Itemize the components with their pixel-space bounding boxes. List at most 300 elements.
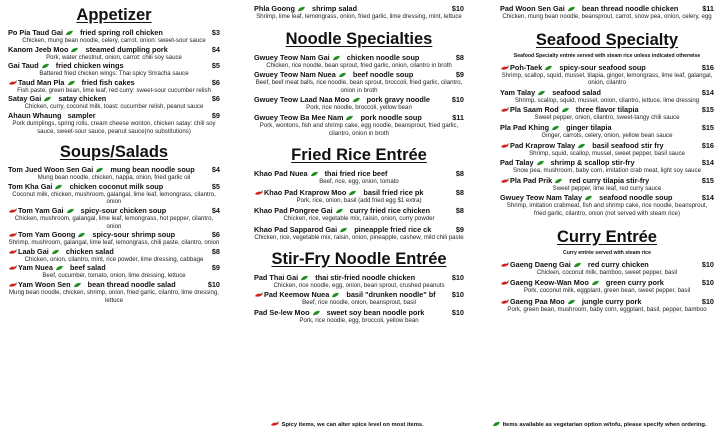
chili-pepper-icon [8,232,17,238]
menu-item-name-group [500,260,699,269]
chili-pepper-icon [8,282,17,288]
menu-item-english: fried chicken wings [55,61,124,71]
chili-pepper-icon [500,107,509,113]
menu-item-name: Gwuey Teow Laad Naa Moo [254,95,350,105]
leaf-icon [536,160,545,166]
menu-item-name: Pla Pad Prik [510,175,553,185]
menu-item-name-group [254,113,449,122]
menu-item-description: Pork, coconut milk, eggplant, green bean, sweet pepper, basil [523,287,691,295]
menu-item-title-row [8,111,220,120]
veg-note: Items available as vegetarian option w/tofu, please specify when ordering. [502,422,707,428]
menu-item-english: spicy-sour seafood soup [559,62,646,72]
menu-item-name-group [254,290,449,299]
menu-item-description: Beef, rice, egg, onion, tomato [319,178,399,186]
menu-item-price: $4 [211,44,220,54]
leaf-icon [310,171,319,177]
menu-item-english: green curry pork [605,278,664,288]
menu-item-title-row [500,176,714,185]
menu-item [254,113,464,137]
menu-item-english: mung bean noodle soup [110,165,195,175]
menu-item-name: Tom Jued Woon Sen Gai [8,165,94,175]
menu-item-english: basil fried rice pk [363,187,424,197]
menu-item-name: Pad Keemow Nuea [264,290,330,300]
menu-item-description: Chicken, mushroom, galangal, lime leaf, lemongrass, hot pepper, cilantro, onion [14,214,214,230]
menu-item [500,141,714,158]
menu-item-description: Sweet pepper, lime leaf, red curry sauce [552,184,662,192]
menu-item-title-row [500,158,714,167]
menu-item-title-row [254,113,464,122]
menu-item [8,247,220,264]
menu-item-name: Khao Pad Kraprow Moo [264,187,347,197]
menu-item-price: $10 [451,290,464,300]
menu-item-english: chicken noodle soup [346,52,420,62]
menu-item-description: Sweet pepper, onion, cilantro, sweet-tangy chili sauce [534,114,680,122]
menu-item-english: pork noodle soup [360,112,422,122]
menu-item-title-row [8,263,220,272]
menu-item-title-row [500,63,714,72]
menu-item-price: $9 [455,70,464,80]
chili-pepper-icon [8,249,17,255]
menu-column-1 [8,0,220,304]
menu-item-price: $15 [701,122,714,132]
menu-item-english: red curry chicken [587,259,649,269]
menu-item-name-group [8,263,209,272]
chili-pepper-icon [500,262,509,268]
menu-item-name: Khao Pad Sapparod Gai [254,224,338,234]
leaf-icon [43,96,52,102]
leaf-icon [339,227,348,233]
menu-item-name: Gaeng Paa Moo [510,296,565,306]
menu-item-name-group [8,61,209,70]
menu-item-title-row [254,169,464,178]
menu-item-description: Pork, rice noodle, egg, broccoli, yellow bean [299,316,419,324]
menu-section [254,250,464,325]
leaf-icon [300,275,309,281]
menu-item-price: $14 [701,87,714,97]
menu-item-title-row [8,280,220,289]
chili-pepper-icon [254,190,263,196]
menu-item-name: Pad Woon Sen Gai [500,4,565,13]
menu-item-description: Beef, cucumber, tomato, onion, lime dressing, lettuce [42,272,186,280]
menu-item-name: Taud Man Pla [18,77,65,87]
menu-item-name: Kanom Jeeb Moo [8,44,69,54]
menu-item-price: $9 [455,224,464,234]
menu-item-price: $3 [211,28,220,37]
menu-item-description: Chicken, coconut milk, bamboo, sweet pepper, basil [536,268,678,276]
menu-item-name: Pla Pad Khing [500,122,550,132]
menu-item-title-row [500,88,714,97]
menu-section [254,30,464,138]
leaf-icon [492,421,501,427]
menu-item-title-row [254,53,464,62]
section-note: Curry entrée served with steam rice [563,249,651,256]
menu-item-price: $8 [455,187,464,197]
chili-pepper-icon [500,299,509,305]
menu-item-name: Pla Saam Rod [510,105,559,115]
menu-item-description: Battered fried chicken wings: Thai spicy Sriracha sauce [39,70,189,78]
menu-item [254,225,464,242]
section-heading: Curry Entrée [557,227,657,246]
menu-item-name-group [254,188,453,197]
menu-item [500,63,714,87]
menu-item-english: fried fish cakes [81,77,135,87]
menu-item [254,53,464,70]
menu-item-name: Gwuey Teow Nam Gai [254,52,330,62]
menu-item-name: Poh-Taek [510,62,543,72]
menu-item [500,278,714,295]
menu-item-name-group [500,123,699,132]
menu-item-name: Gwuey Teow Nam Nuea [254,70,336,80]
menu-item-description: Snow pea, mushroom, baby corn, imitation crab meat, light soy sauce [513,167,701,175]
menu-item-price: $15 [701,105,714,115]
leaf-icon [332,55,341,61]
menu-item-name: Yam Talay [500,87,536,97]
leaf-icon [348,190,357,196]
menu-item [8,280,220,304]
menu-item-english: beef salad [69,263,106,273]
menu-item-name-group [8,45,209,54]
menu-item-name: Gwuey Teow Nam Talay [500,193,583,203]
menu-item-name: Pad Kraprow Talay [510,140,576,150]
menu-item-title-row [500,297,714,306]
menu-section [254,146,464,241]
menu-item-english: spicy-sour shrimp soup [92,230,176,240]
menu-item-title-row [8,206,220,215]
menu-item-price: $10 [451,95,464,105]
menu-section [8,143,220,304]
menu-item-description: Pork, rice, onion, basil (add fried egg $1 extra) [296,196,422,204]
menu-item-description: Shrimp, scallop, squid, mussel, tilapia, ginger, lemongrass, lime leaf, galangal, onion, cilantro [501,71,713,87]
menu-item-name: Po Pia Taud Gai [8,28,64,37]
menu-item-english: seafood salad [552,87,601,97]
menu-item-title-row [254,206,464,215]
menu-item-description: Pork, green bean, mushroom, baby corn, eggplant, basil, pepper, bamboo [507,305,707,313]
menu-item-title-row [8,165,220,174]
menu-item-description: Chicken, curry, coconut milk, toast: cucumber relish, peanut sauce [24,103,204,111]
menu-item [500,123,714,140]
menu-item-english: shrimp & scallop stir-fry [550,158,635,168]
menu-item-name-group [500,88,699,97]
menu-item-name-group [254,308,449,317]
menu-item-description: Shrimp, scallop, squid, mussel, onion, cilantro, lettuce, lime dressing [514,96,700,104]
leaf-icon [573,262,582,268]
leaf-icon [551,125,560,131]
menu-item-english: jungle curry pork [581,296,642,306]
chili-pepper-icon [8,80,17,86]
menu-item-description: Pork, water chestnut, onion, carrot: chili soy sauce [46,53,182,61]
menu-item-name: Tom Yam Goong [18,230,76,240]
menu-item-description: Shrimp, squid, scallop, mussel, sweet pepper, basil sauce [529,149,685,157]
menu-item [254,188,464,205]
menu-item [8,206,220,230]
menu-item [500,105,714,122]
menu-item-price: $14 [701,193,714,203]
menu-item-price: $8 [211,246,220,256]
leaf-icon [41,63,50,69]
menu-item-english: pork gravy noodle [366,95,430,105]
leaf-icon [584,195,593,201]
menu-item-name-group [8,111,209,120]
menu-item-description: Mung bean noodle, chicken, nappa, onion, fried garlic oil [37,174,191,182]
leaf-icon [67,80,76,86]
menu-item-english: spicy-sour chicken soup [80,205,167,215]
menu-item-price: $4 [211,165,220,175]
menu-item-english: pineapple fried rice ck [354,224,432,234]
menu-item-description: Beef, rice noodle, onion, beansprout, basil [302,299,416,307]
leaf-icon [352,97,361,103]
menu-item-description: Shrimp, lime leaf, lemongrass, onion, fried garlic, lime dressing, mint, lettuce [256,13,462,20]
menu-item-price: $10 [701,296,714,306]
menu-item [8,182,220,206]
chili-pepper-icon [8,208,17,214]
leaf-icon [591,280,600,286]
menu-item [500,4,714,21]
menu-item-english: chicken coconut milk soup [69,181,164,191]
menu-item-name: Gwuey Teow Ba Mee Nam [254,112,344,122]
leaf-icon [73,282,82,288]
section-note: Seafood Specialty entrée served with steam rice unless indicated otherwise [513,52,701,59]
menu-item-name-group [8,206,209,215]
menu-item-price: $16 [701,62,714,72]
leaf-icon [70,47,79,53]
chili-pepper-icon [270,421,279,427]
leaf-icon [297,6,306,12]
chili-pepper-icon [500,280,509,286]
menu-item-name: Phla Goong [254,4,295,13]
menu-item-name-group [254,4,449,13]
menu-item [8,230,220,247]
leaf-icon [51,249,60,255]
chili-pepper-icon [500,178,509,184]
chili-pepper-icon [254,292,263,298]
menu-item-name-group [8,182,209,191]
menu-item-name-group [500,63,699,72]
menu-item-name-group [254,70,453,79]
menu-item-title-row [8,247,220,256]
menu-section [500,4,714,21]
menu-item-title-row [8,78,220,87]
section-heading: Stir-Fry Noodle Entrée [271,249,447,268]
menu-item-description: Chicken, rice, vegetable mix, raisin, onion, pineapple, cashew, mild chili paste [254,233,464,241]
menu-item [8,263,220,280]
menu-item-name-group [500,193,699,202]
chili-pepper-icon [500,143,509,149]
menu-item-description: Shrimp, mushroom, galangal, lime leaf, lemongrass, chili paste, cilantro, onion [8,239,220,247]
leaf-icon [567,6,576,12]
menu-item-name: Satay Gai [8,94,42,104]
leaf-icon [577,143,586,149]
menu-item-title-row [500,260,714,269]
menu-item-english: three flavor tilapia [575,105,639,115]
menu-item-price: $11 [702,4,714,13]
menu-item-price: $9 [211,263,220,273]
leaf-icon [55,265,64,271]
menu-item-name-group [500,176,699,185]
menu-item [500,88,714,105]
menu-column-2 [254,0,464,325]
menu-item [8,94,220,111]
menu-item [500,158,714,175]
menu-item-name: Tom Kha Gai [8,181,53,191]
menu-item-name-group [500,141,699,150]
menu-item-name: Gaeng Keow-Wan Moo [510,278,589,288]
menu-item-name-group [8,165,209,174]
veg-legend [490,421,707,428]
menu-item [254,273,464,290]
menu-item [8,45,220,62]
menu-item-name-group [500,278,699,287]
menu-item-description: Chicken, mung bean noodle, celery, carrot, onion: sweet-sour sauce [22,37,206,44]
menu-item-english: red curry tilapia stir-fry [569,175,650,185]
menu-item-english: steamed dumpling pork [85,44,168,54]
menu-item-title-row [500,123,714,132]
menu-item-description: Coconut milk, chicken, mushroom, galangal, lime leaf, lemongrass, cilantro, onion [12,190,216,206]
menu-item-title-row [8,61,220,70]
menu-item [254,70,464,94]
menu-section [500,228,714,314]
menu-item-price: $5 [211,61,220,71]
leaf-icon [338,72,347,78]
menu-item-price: $9 [211,110,220,120]
chili-pepper-icon [8,265,17,271]
menu-item-title-row [8,28,220,37]
menu-item-english: shrimp salad [312,4,358,13]
menu-item [254,169,464,186]
menu-item-title-row [254,290,464,299]
menu-item-name: Pad Thai Gai [254,272,299,282]
menu-item-description: Shrimp, imitation crabmeat, fish and shrimp cake, rice noodle, beansprout, fried garlic, cilantro, onion (not served with steam rice) [506,202,708,217]
menu-item-name-group [500,105,699,114]
menu-item-name-group [254,225,453,234]
leaf-icon [312,310,321,316]
menu-item-english: bean thread noodle salad [87,279,176,289]
menu-item-description: Chicken, rice noodle, egg, onion, bean sprout, crushed peanuts [273,281,445,289]
leaf-icon [561,107,570,113]
menu-item-description: Chicken, rice, vegetable mix, raisin, onion, curry powder [283,215,435,223]
menu-item-name-group [8,230,209,239]
menu-item-description: Pork, rice noodle, broccoli, yellow bean [306,104,412,112]
menu-item-english: sweet soy bean noodle pork [326,307,425,317]
menu-item-title-row [500,193,714,202]
menu-item-name: Ahaun Whaung [8,110,62,120]
menu-item-price: $10 [701,259,714,269]
menu-item-description: Ginger, carrots, celery, onion, yellow bean sauce [541,131,673,139]
menu-item [254,290,464,307]
menu-item-name-group [8,78,209,87]
menu-item [500,297,714,314]
menu-item-price: $8 [455,169,464,179]
menu-item-title-row [500,141,714,150]
menu-item [254,308,464,325]
menu-item-english: bean thread noodle chicken [581,4,679,13]
menu-item-price: $11 [452,112,464,122]
menu-item-english: fried spring roll chicken [80,28,163,37]
menu-item-title-row [500,105,714,114]
menu-item-title-row [254,308,464,317]
menu-item [8,111,220,135]
menu-item-name: Laab Gai [18,246,49,256]
section-heading: Soups/Salads [59,143,169,162]
menu-item-name-group [500,297,699,306]
menu-item [500,193,714,217]
menu-item-name-group [254,53,453,62]
menu-item-name: Tom Yam Gai [18,205,64,215]
menu-item-price: $5 [211,181,220,191]
menu-item-description: Beef, beef meat balls, rice noodle, bean sprout, broccoli, fried garlic, cilantro, onion in broth [255,79,463,94]
menu-item-description: Fish paste, green bean, lime leaf, red curry: sweet-sour cucumber relish [17,86,211,94]
menu-item-english: basil seafood stir fry [592,140,664,150]
menu-item [254,4,464,21]
menu-item-title-row [500,278,714,287]
menu-item-name: Pad Talay [500,158,534,168]
menu-item-price: $10 [701,278,714,288]
leaf-icon [345,115,354,121]
menu-item-english: thai fried rice beef [324,169,388,179]
menu-item-price: $10 [451,272,464,282]
menu-item-name-group [8,247,209,256]
leaf-icon [77,232,86,238]
menu-item-price: $8 [455,52,464,62]
menu-item-english: seafood noodle soup [599,193,673,203]
menu-section [254,4,464,21]
menu-item-english: chicken salad [65,246,114,256]
leaf-icon [567,299,576,305]
menu-item-english: thai stir-fried noodle chicken [315,272,416,282]
menu-item-title-row [8,182,220,191]
menu-item-title-row [8,230,220,239]
menu-item-name-group [8,28,209,37]
menu-item-english: satay chicken [58,94,107,104]
menu-item-name-group [8,94,209,103]
menu-item-price: $10 [207,279,220,289]
menu-item-price: $15 [701,175,714,185]
chili-pepper-icon [500,65,509,71]
menu-item-price: $6 [211,230,220,240]
menu-item-name-group [254,206,453,215]
menu-item [500,260,714,277]
leaf-icon [544,65,553,71]
menu-item-price: $8 [455,206,464,216]
menu-item [254,206,464,223]
menu-item-title-row [500,4,714,13]
menu-item-title-row [8,45,220,54]
menu-item-title-row [254,188,464,197]
menu-item-price: $10 [451,307,464,317]
leaf-icon [54,184,63,190]
menu-item-description: Chicken, onion, cilantro, mint, rice powder, lime dressing, cabbage [24,255,204,263]
menu-item-price: $10 [451,4,464,13]
menu-item-price: $4 [211,205,220,215]
menu-item-title-row [254,70,464,79]
menu-item-name: Khao Pad Pongree Gai [254,206,333,216]
menu-item-name: Yam Nuea [18,263,53,273]
menu-item [500,176,714,193]
menu-item-name-group [254,169,453,178]
menu-item-name-group [254,95,449,104]
menu-item [8,78,220,95]
menu-item-title-row [254,95,464,104]
menu-item-description: Chicken, rice noodle, bean sprout, fried garlic, onion, cilantro in broth [266,61,452,69]
menu-section [8,6,220,135]
menu-item-english: sampler [67,110,96,120]
menu-item-description: Pork dumplings, spring rolls, cream cheese wonton, chicken satay: chili soy sauce, sweet-sour sauce, peanut sauce(no substitutions) [12,119,216,135]
menu-item-price: $16 [701,140,714,150]
section-heading: Appetizer [76,6,152,24]
menu-item-name-group [500,4,699,13]
menu-section [500,31,714,218]
menu-item-english: curry fried rice chicken [349,206,431,216]
menu-item-title-row [254,225,464,234]
